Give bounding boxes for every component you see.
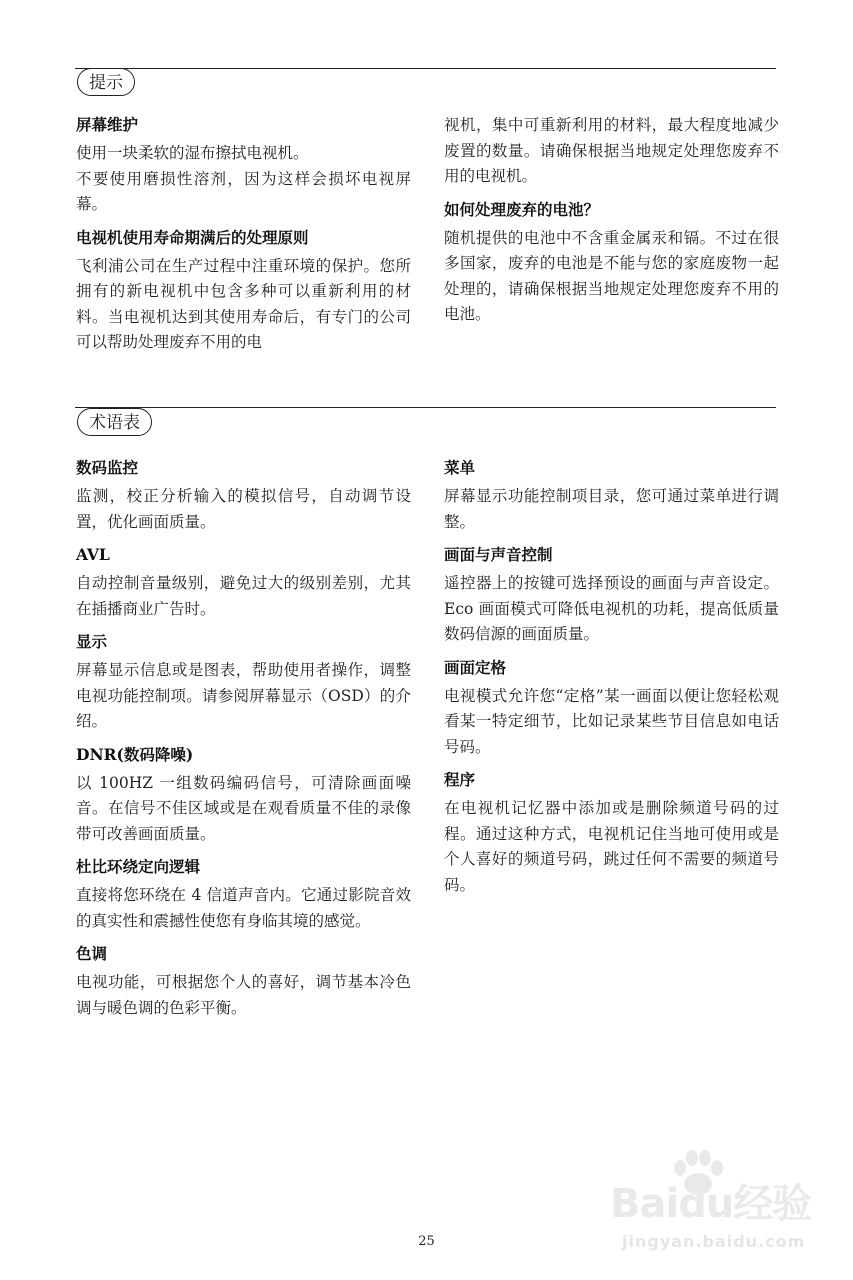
entry-text: 直接将您环绕在 4 信道声音内。它通过影院音效的真实性和震撼性使您有身临其境的感觉。 xyxy=(76,886,411,930)
glossary-entry xyxy=(76,456,411,535)
entry-text: 遥控器上的按键可选择预设的画面与声音设定。Eco 画面模式可降低电视机的功耗，提高低质量数码信源的画面质量。 xyxy=(444,574,779,643)
tips-entry xyxy=(444,113,779,190)
glossary-heading xyxy=(77,408,152,436)
glossary-entry xyxy=(76,942,411,1021)
entry-title: 如何处理废弃的电池？ xyxy=(444,199,600,219)
entry-title: 显示 xyxy=(76,632,108,651)
entry-text: 视机，集中可重新利用的材料，最大程度地减少废置的数量。请确保根据当地规定处理您废弃不用的电视机。 xyxy=(444,116,779,185)
tips-heading-text: 提示 xyxy=(89,73,123,93)
tips-left-column xyxy=(76,113,411,364)
entry-text: 以 100HZ 一组数码编码信号，可清除画面噪音。在信号不佳区域或是在观看质量不佳的录像带可改善画面质量。 xyxy=(76,773,411,843)
entry-title: 电视机使用寿命期满后的处理原则 xyxy=(76,227,309,247)
glossary-rule xyxy=(75,407,776,408)
glossary-entry xyxy=(76,743,411,848)
entry-title: DNR(数码降噪) xyxy=(76,744,194,764)
entry-title: AVL xyxy=(76,545,110,564)
glossary-entry xyxy=(444,543,779,648)
entry-title: 屏幕维护 xyxy=(76,115,139,134)
tips-rule xyxy=(75,68,776,69)
entry-title: 杜比环绕定向逻辑 xyxy=(76,857,201,876)
entry-text: 飞利浦公司在生产过程中注重环境的保护。您所拥有的新电视机中包含多种可以重新利用的材料。当电视机达到其使用寿命后，有专门的公司可以帮助处理废弃不用的电 xyxy=(76,256,411,351)
entry-title: 画面与声音控制 xyxy=(444,545,553,564)
glossary-entry xyxy=(444,656,779,761)
watermark-url: jingyan.baidu.com xyxy=(622,1232,806,1251)
entry-title: 数码监控 xyxy=(76,458,139,477)
entry-text: 使用一块柔软的湿布擦拭电视机。 xyxy=(76,144,309,162)
tips-entry xyxy=(444,198,779,328)
tips-entry xyxy=(76,226,411,356)
entry-text: 电视功能，可根据您个人的喜好，调节基本冷色调与暖色调的色彩平衡。 xyxy=(76,973,411,1017)
entry-text: 电视模式允许您“定格”某一画面以便让您轻松观看某一特定细节，比如记录某些节目信息如电话号码。 xyxy=(444,686,779,756)
tips-heading xyxy=(77,68,135,96)
entry-text: 监测，校正分析输入的模拟信号，自动调节设置，优化画面质量。 xyxy=(76,487,411,531)
entry-title: 色调 xyxy=(76,944,108,963)
entry-text: 随机提供的电池中不含重金属汞和镉。不过在很多国家，废弃的电池是不能与您的家庭废物一起处理的，请确保根据当地规定处理您废弃不用的电池。 xyxy=(444,228,779,323)
watermark-logo: Baidu经验 xyxy=(610,1181,812,1227)
entry-text: 屏幕显示功能控制项目录，您可通过菜单进行调整。 xyxy=(444,487,779,531)
glossary-entry xyxy=(76,543,411,622)
entry-title: 程序 xyxy=(444,770,476,789)
page-number: 25 xyxy=(418,1234,435,1249)
entry-title: 菜单 xyxy=(444,458,476,477)
glossary-right-column xyxy=(444,456,779,906)
entry-title: 画面定格 xyxy=(444,657,507,677)
glossary-left-column xyxy=(76,456,411,1029)
glossary-entry xyxy=(76,630,411,735)
glossary-heading-text: 术语表 xyxy=(89,413,140,433)
entry-text: 自动控制音量级别，避免过大的级别差别，尤其在插播商业广告时。 xyxy=(76,574,411,618)
glossary-entry xyxy=(444,768,779,898)
entry-text: 屏幕显示信息或是图表，帮助使用者操作，调整电视功能控制项。请参阅屏幕显示（OSD）的介绍。 xyxy=(76,661,411,730)
tips-right-column xyxy=(444,113,779,336)
tips-entry xyxy=(76,113,411,218)
entry-text: 不要使用磨损性溶剂，因为这样会损坏电视屏幕。 xyxy=(76,169,411,213)
glossary-entry xyxy=(444,456,779,535)
entry-text: 在电视机记忆器中添加或是删除频道号码的过程。通过这种方式，电视机记住当地可使用或是个人喜好的频道号码，跳过任何不需要的频道号码。 xyxy=(444,799,779,894)
glossary-entry xyxy=(76,855,411,934)
